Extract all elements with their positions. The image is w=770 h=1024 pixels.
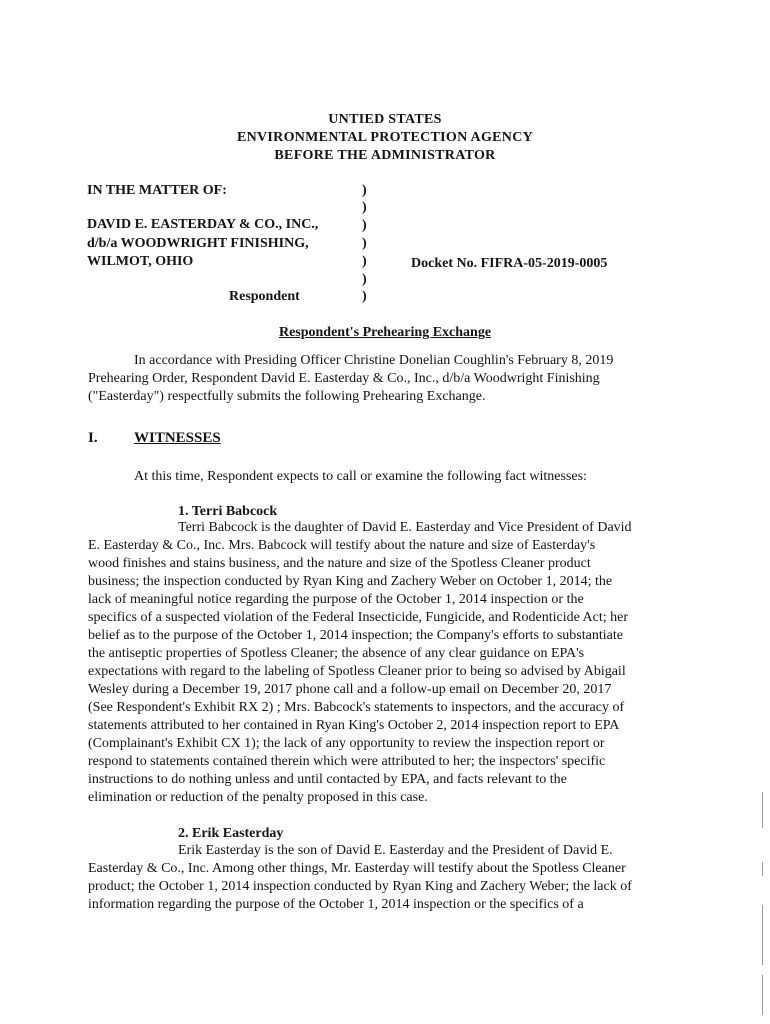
witness-text-line: Erik Easterday is the son of David E. Easterday and the President of David E.	[178, 843, 613, 858]
witness-text-line: wood finishes and stains business, and the nature and size of the Spotless Cleaner product	[88, 556, 591, 571]
witness-text-line: business; the inspection conducted by Ryan King and Zachery Weber on October 1, 2014; the	[88, 574, 613, 589]
caption-role: Respondent	[229, 289, 300, 304]
scan-artifact	[762, 975, 763, 1015]
caption-party-line-2: d/b/a WOODWRIGHT FINISHING,	[87, 236, 309, 251]
witness-text-line: information regarding the purpose of the October 1, 2014 inspection or the specifics of a	[88, 897, 584, 912]
witness-heading: 1. Terri Babcock	[178, 504, 278, 519]
document-title: Respondent's Prehearing Exchange	[278, 325, 492, 340]
header-line-3: BEFORE THE ADMINISTRATOR	[274, 148, 496, 163]
witness-text-line: (See Respondent's Exhibit RX 2) ; Mrs. Babcock's statements to inspectors, and the accuracy of	[88, 700, 625, 715]
docket-number: Docket No. FIFRA-05-2019-0005	[411, 256, 608, 271]
caption-party-line-1: DAVID E. EASTERDAY & CO., INC.,	[87, 217, 319, 232]
witness-text-line: (Complainant's Exhibit CX 1); the lack of any opportunity to review the inspection report or	[88, 736, 605, 751]
witness-heading: 2. Erik Easterday	[178, 826, 284, 841]
caption-paren: )	[362, 236, 367, 251]
scan-artifact	[762, 862, 763, 876]
scan-artifact	[762, 792, 763, 828]
caption-matter: IN THE MATTER OF:	[87, 183, 227, 198]
witness-text-line: specifics of a suspected violation of the Federal Insecticide, Fungicide, and Rodenticide Act; her	[88, 610, 628, 625]
intro-line: ("Easterday") respectfully submits the following Prehearing Exchange.	[88, 389, 486, 404]
witness-text-line: elimination or reduction of the penalty proposed in this case.	[88, 790, 428, 805]
witness-text-line: expectations with regard to the labeling of Spotless Cleaner prior to being so advised by Abigail	[88, 664, 626, 679]
header-line-2: ENVIRONMENTAL PROTECTION AGENCY	[236, 130, 534, 145]
intro-line: Prehearing Order, Respondent David E. Easterday & Co., Inc., d/b/a Woodwright Finishing	[88, 371, 600, 386]
witness-text-line: Terri Babcock is the daughter of David E. Easterday and Vice President of David	[178, 520, 632, 535]
witness-text-line: instructions to do nothing unless and until contacted by EPA, and facts relevant to the	[88, 772, 567, 787]
caption-paren: )	[362, 200, 367, 215]
section-number: I.	[88, 430, 98, 446]
caption-paren: )	[362, 272, 367, 287]
caption-paren: )	[362, 183, 367, 198]
caption-party-line-3: WILMOT, OHIO	[87, 254, 194, 269]
caption-paren: )	[362, 289, 367, 304]
witness-text-line: product; the October 1, 2014 inspection conducted by Ryan King and Zachery Weber; the lack of	[88, 879, 632, 894]
caption-paren: )	[362, 254, 367, 269]
caption-paren: )	[362, 218, 367, 233]
witness-text-line: belief as to the purpose of the October 1, 2014 inspection; the Company's efforts to substantiate	[88, 628, 623, 643]
intro-line: In accordance with Presiding Officer Christine Donelian Coughlin's February 8, 2019	[134, 353, 614, 368]
header-line-1: UNTIED STATES	[328, 112, 442, 127]
section-lead: At this time, Respondent expects to call or examine the following fact witnesses:	[134, 469, 587, 484]
witness-text-line: Wesley during a December 19, 2017 phone call and a follow-up email on December 20, 2017	[88, 682, 612, 697]
witness-text-line: statements attributed to her contained in Ryan King's October 2, 2014 inspection report to EPA	[88, 718, 620, 733]
witness-text-line: the antiseptic properties of Spotless Cleaner; the absence of any clear guidance on EPA's	[88, 646, 585, 661]
section-heading: WITNESSES	[134, 430, 221, 446]
witness-text-line: respond to statements contained therein which were attributed to her; the inspectors' specific	[88, 754, 606, 769]
witness-text-line: lack of meaningful notice regarding the purpose of the October 1, 2014 inspection or the	[88, 592, 584, 607]
witness-text-line: Easterday & Co., Inc. Among other things, Mr. Easterday will testify about the Spotless Cleaner	[88, 861, 626, 876]
scan-artifact	[762, 905, 763, 965]
witness-text-line: E. Easterday & Co., Inc. Mrs. Babcock will testify about the nature and size of Easterday's	[88, 538, 596, 553]
